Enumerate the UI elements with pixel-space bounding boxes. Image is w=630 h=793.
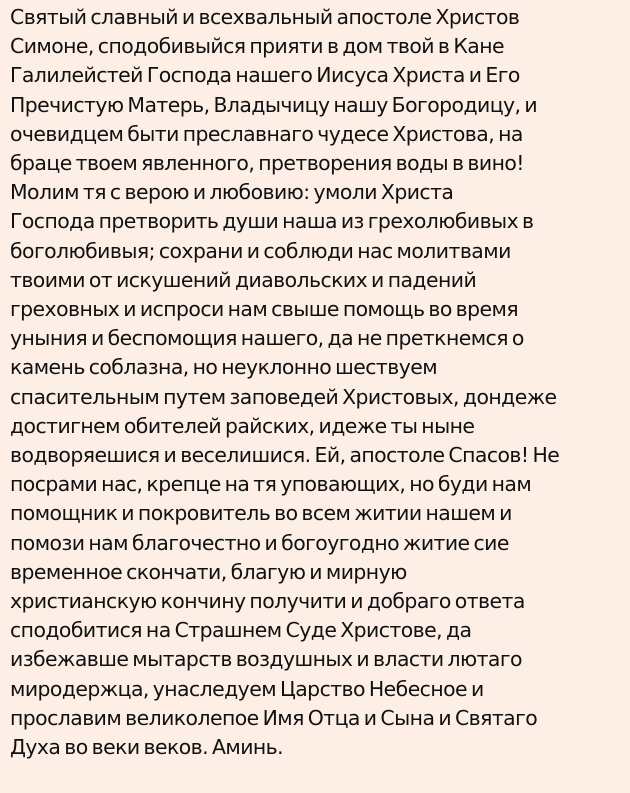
prayer-line-4: Пречистую Матерь, Владычицу нашу Богородицу, и (10, 92, 538, 117)
prayer-line-9: боголюбивыя; сохрани и соблюди нас молитвами (10, 238, 511, 263)
prayer-line-5: очевидцем быти преславнаго чудесе Христова, на (10, 121, 523, 146)
prayer-line-12: уныния и беспомощия нашего, да не преткнемся о (10, 326, 524, 351)
prayer-text (10, 3, 624, 762)
prayer-line-26: Духа во веки веков. Аминь. (10, 735, 284, 760)
prayer-line-25: прославим великолепое Имя Отца и Сына и Святаго (10, 705, 538, 730)
prayer-line-16: водворяешися и веселишися. Ей, апостоле Спасов! Не (10, 443, 560, 468)
prayer-line-21: христианскую кончину получити и добраго ответа (10, 589, 525, 614)
prayer-line-6: браце твоем явленного, претворения воды в вино! (10, 151, 524, 176)
prayer-line-10: твоими от искушений диавольских и падений (10, 267, 477, 292)
prayer-line-11: греховных и испроси нам свыше помощь во время (10, 297, 519, 322)
prayer-line-8: Господа претворить души наша из грехолюбивых в (10, 209, 534, 234)
prayer-line-13: камень соблазна, но неуклонно шествуем (10, 355, 438, 380)
prayer-line-23: избежавше мытарств воздушных и власти лютаго (10, 647, 522, 672)
prayer-line-19: помози нам благочестно и богоугодно житие сие (10, 530, 509, 555)
prayer-line-18: помощник и покровитель во всем житии нашем и (10, 501, 512, 526)
prayer-line-24: миродержца, унаследуем Царство Небесное и (10, 676, 484, 701)
prayer-line-22: сподобитися на Страшнем Суде Христове, да (10, 618, 472, 643)
prayer-line-20: временное скончати, благую и мирную (10, 559, 407, 584)
prayer-line-7: Молим тя с верою и любовию: умоли Христа (10, 180, 454, 205)
prayer-line-3: Галилейстей Господа нашего Иисуса Христа и Его (10, 63, 520, 88)
prayer-line-14: спасительным путем заповедей Христовых, дондеже (10, 384, 557, 409)
prayer-line-2: Симоне, сподобивыйся прияти в дом твой в Кане (10, 34, 504, 59)
prayer-line-17: посрами нас, крепце на тя уповающих, но буди нам (10, 472, 532, 497)
prayer-line-15: достигнем обителей райских, идеже ты ныне (10, 413, 475, 438)
prayer-line-1: Святый славный и всехвальный апостоле Христов (10, 5, 520, 29)
